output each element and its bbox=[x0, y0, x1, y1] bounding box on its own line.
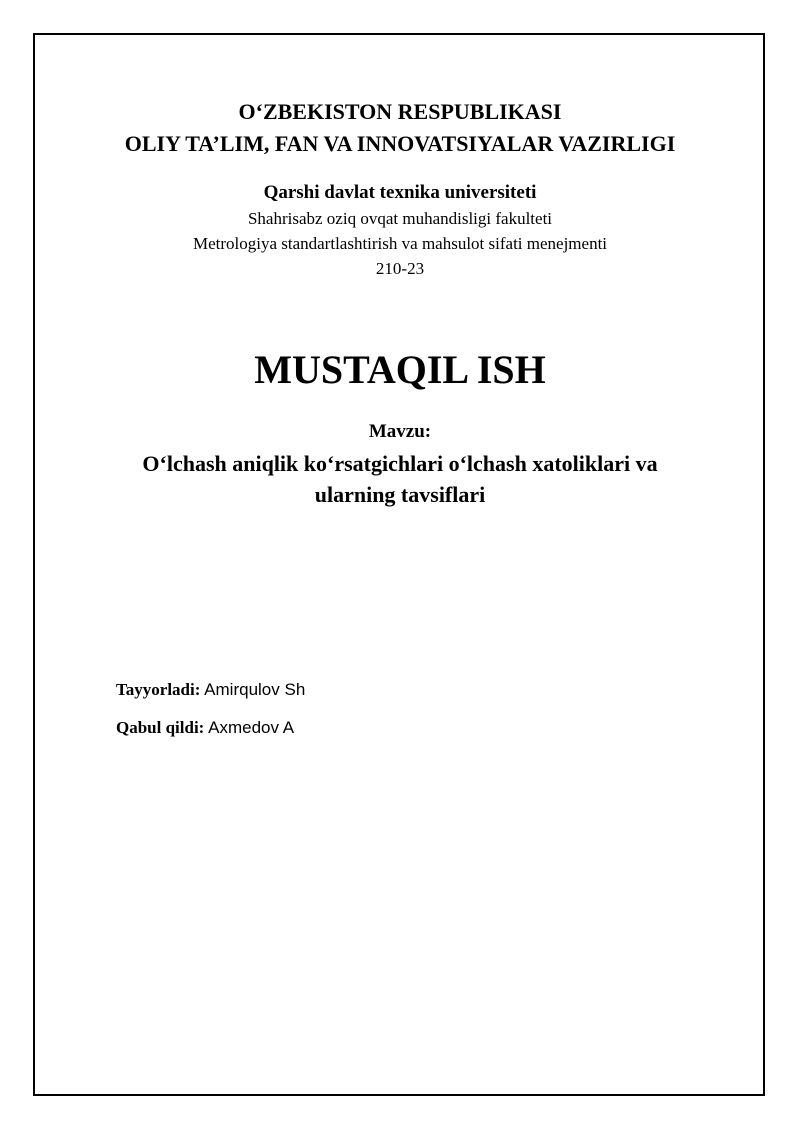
university-name: Qarshi davlat texnika universiteti bbox=[263, 182, 537, 203]
country-heading: O‘ZBEKISTON RESPUBLIKASI bbox=[238, 99, 562, 124]
prepared-by bbox=[116, 680, 305, 700]
faculty-name: Shahrisabz oziq ovqat muhandisligi fakulteti bbox=[247, 209, 553, 228]
prepared-by-value: Amirqulov Sh bbox=[200, 680, 306, 699]
accepted-by bbox=[116, 718, 294, 738]
ministry-heading: OLIY TA’LIM, FAN VA INNOVATSIYALAR VAZIRLIGI bbox=[124, 131, 676, 156]
accepted-by-value: Axmedov A bbox=[204, 718, 295, 737]
department-name: Metrologiya standartlashtirish va mahsulot sifati menejmenti bbox=[192, 234, 608, 253]
topic-line-2: ularning tavsiflari bbox=[314, 482, 486, 507]
group-number: 210-23 bbox=[375, 259, 425, 278]
topic-label: Mavzu: bbox=[368, 421, 432, 442]
document-title: MUSTAQIL ISH bbox=[254, 347, 546, 392]
topic-line-1: O‘lchash aniqlik ko‘rsatgichlari o‘lchash xatoliklari va bbox=[142, 451, 658, 476]
accepted-by-label: Qabul qildi: bbox=[116, 718, 205, 737]
prepared-by-label: Tayyorladi: bbox=[116, 680, 201, 699]
